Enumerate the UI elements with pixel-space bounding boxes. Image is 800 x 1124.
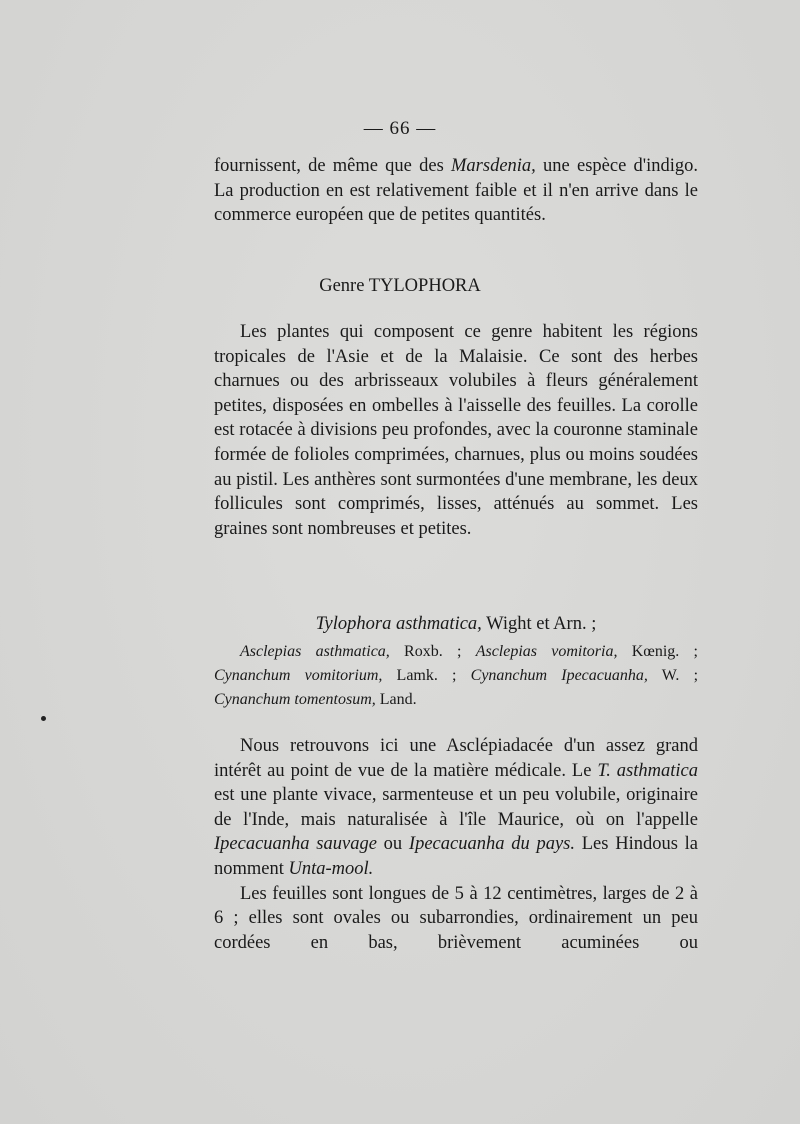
paragraph-3 — [214, 734, 698, 955]
section-heading: Genre TYLOPHORA — [319, 276, 481, 296]
text-run: une espèce d'indigo. La production en est relativement faible et il n'en arrive dans le commerce européen que de petites quantités. — [214, 156, 698, 226]
italic-genus: Marsdenia, — [451, 156, 536, 176]
paragraph-1 — [214, 154, 698, 228]
species-name: Tylophora asthmatica, — [315, 614, 482, 634]
synonym: Asclepias asthmatica, — [240, 643, 390, 660]
synonym-author: Land. — [375, 691, 417, 708]
genus-description: Les plantes qui composent ce genre habitent les régions tropicales de l'Asie et de la Malaisie. Ce sont des herbes charnues ou des arbrisseaux volubiles à fleurs généralement petites, disposées en ombelles à l'aisselle des feuilles. La corolle est rotacée à divisions peu profondes, avec la couronne staminale formée de folioles comprimées, charnues, plus ou moins soudées au pistil. Les anthères sont surmontées d'une membrane, les deux follicules sont comprimés, lisses, atténués au sommet. Les graines sont nombreuses et petites. — [214, 322, 698, 539]
synonym: Cynanchum vomitorium, — [214, 667, 383, 684]
text-run: Nous retrouvons ici une Asclépiadacée d'un assez grand intérêt au point de vue de la matière médicale. Le — [214, 736, 698, 781]
italic-species: T. asthmatica — [597, 760, 698, 781]
text-run: fournissent, de même que des — [214, 156, 452, 176]
synonym-author: W. ; — [647, 667, 699, 684]
species-title — [214, 614, 698, 635]
synonym-author: Lamk. ; — [382, 667, 471, 684]
synonym: Cynanchum tomentosum, — [214, 691, 376, 708]
margin-dot — [41, 716, 46, 721]
italic-common-name: Ipecacuanha sauvage — [214, 834, 377, 855]
synonym: Cynanchum Ipecacuanha, — [470, 667, 648, 684]
text-run: est une plante vivace, sarmenteuse et un peu volubile, originaire de l'Inde, mais naturalisée à l'île Maurice, où on l'appelle — [214, 785, 698, 830]
italic-common-name: Ipecacuanha du pays. — [408, 834, 575, 855]
italic-local-name: Unta-mool. — [288, 858, 374, 879]
page-number: — 66 — — [363, 118, 437, 139]
synonym-author: Kœnig. ; — [617, 643, 698, 660]
text-run: ou — [376, 834, 409, 855]
species-author: Wight et Arn. ; — [481, 614, 597, 634]
paragraph-2 — [214, 320, 698, 541]
text-run: Les Hindous la nomment — [214, 834, 698, 879]
synonym-author: Roxb. ; — [389, 643, 476, 660]
paragraph-4: Les feuilles sont longues de 5 à 12 centimètres, larges de 2 à 6 ; elles sont ovales ou subarrondies, ordinairement un peu cordées en bas, brièvement acuminées ou — [214, 883, 698, 953]
synonyms-block — [214, 640, 698, 712]
synonym: Asclepias vomitoria, — [475, 643, 618, 660]
